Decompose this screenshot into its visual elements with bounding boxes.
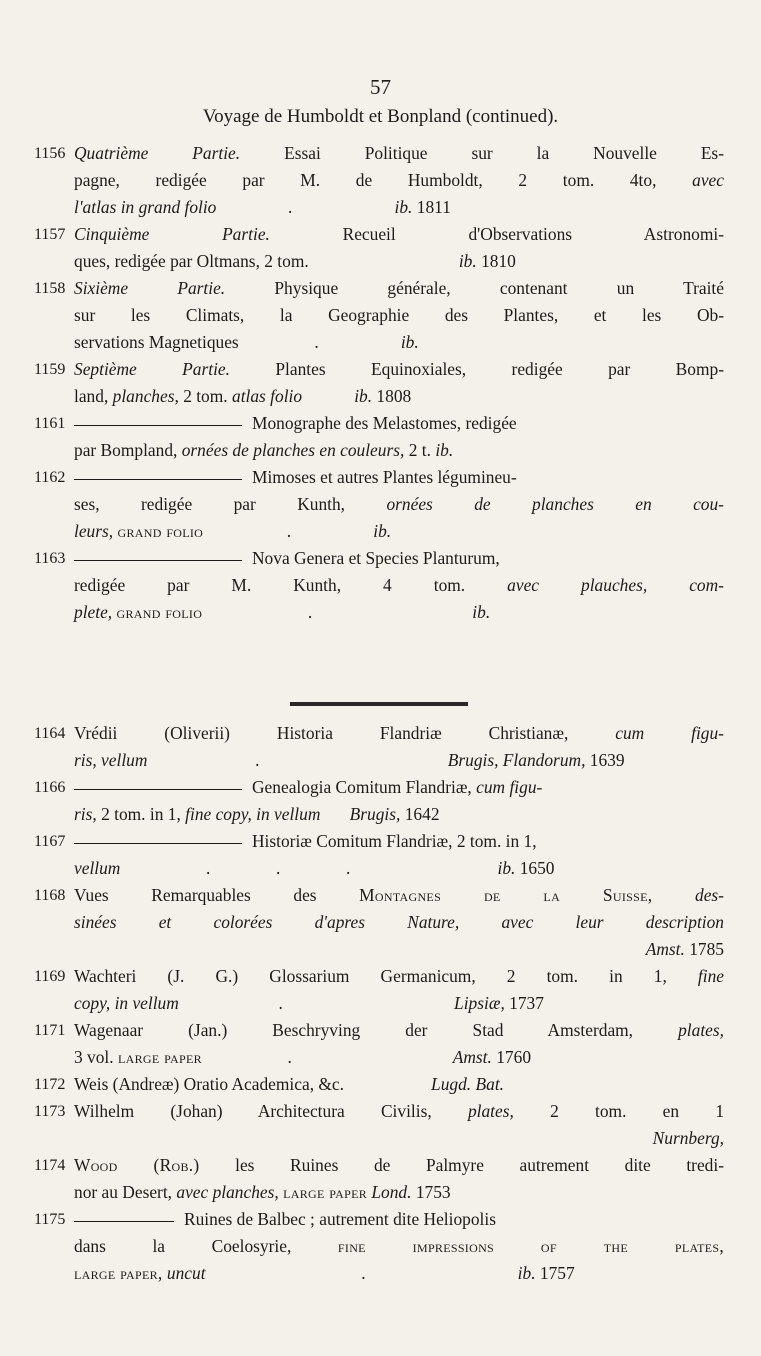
lot-number: 1156 [34,145,66,162]
entry-1174: 1174 Wood (Rob.) les Ruines de Palmyre autrement dite tredi- nor au Desert, avec planches, large paper Lond. 1753 [34,1152,724,1206]
year: 1650 [519,858,555,878]
lot-number: 1159 [34,361,66,378]
lot-number: 1161 [34,415,66,432]
lot-number: 1157 [34,226,66,243]
ditto-rule [74,843,242,844]
lot-number: 1167 [34,833,66,850]
lot-number: 1163 [34,550,66,567]
entry-1175: 1175 Ruines de Balbec ; autrement dite Heliopolis dans la Coelosyrie, fine impressions of the plates, large paper, uncut . ib. 1757 [34,1206,724,1287]
entry-1158: 1158 Sixième Partie. Physique générale, contenant un Traité sur les Climats, la Geographie des Plantes, et les Ob- servations Magnetiques . ib. [34,275,724,356]
entry-1166: 1166 Genealogia Comitum Flandriæ, cum figu- ris, 2 tom. in 1, fine copy, in vellum Brugis, 1642 [34,774,724,828]
year: 1808 [376,386,412,406]
entries-humboldt [34,140,724,626]
entry-1173: 1173 Wilhelm (Johan) Architectura Civilis, plates, 2 tom. en 1 Nurnberg, [34,1098,724,1152]
year: 1760 [496,1047,532,1067]
lot-number: 1175 [34,1211,66,1228]
ditto-rule [74,1221,174,1222]
lot-number: 1166 [34,779,66,796]
year: 1785 [689,939,724,959]
lot-number: 1173 [34,1103,66,1120]
entry-1164: 1164 Vrédii (Oliverii) Historia Flandriæ Christianæ, cum figu- ris, vellum . Brugis, Flandorum, 1639 [34,720,724,774]
entry-1172: 1172 Weis (Andreæ) Oratio Academica, &c. Lugd. Bat. [34,1071,724,1098]
page-number: 57 [370,75,391,99]
year: 1642 [404,804,440,824]
lot-number: 1158 [34,280,66,297]
entry-1161: 1161 Monographe des Melastomes, redigée par Bompland, ornées de planches en couleurs, 2 t. ib. [34,410,724,464]
lot-number: 1171 [34,1022,66,1039]
year: 1757 [539,1263,575,1283]
lot-number: 1168 [34,887,66,904]
part-title: Quatrième Partie. [74,143,241,163]
lot-number: 1164 [34,725,66,742]
ditto-rule [74,789,242,790]
ditto-rule [74,560,242,561]
entry-1169: 1169 Wachteri (J. G.) Glossarium Germanicum, 2 tom. in 1, fine copy, in vellum . Lipsiæ, 1737 [34,963,724,1017]
section-divider [290,702,468,706]
year: 1753 [415,1182,451,1202]
entries-miscellaneous [34,720,724,1287]
lot-number: 1162 [34,469,66,486]
lot-number: 1169 [34,968,66,985]
year: 1810 [481,251,516,271]
entry-1156: 1156 Quatrième Partie. Essai Politique sur la Nouvelle Es- pagne, redigée par M. de Humboldt, 2 tom. 4to, avec l'atlas in grand folio . ib. 1811 [34,140,724,221]
year: 1639 [589,750,625,770]
entry-1168: 1168 Vues Remarquables des Montagnes de la Suisse, des- sinées et colorées d'apres Nature, avec leur description Amst. 1785 [34,882,724,963]
entry-1167: 1167 Historiæ Comitum Flandriæ, 2 tom. in 1, vellum . . . ib. 1650 [34,828,724,882]
entry-1171: 1171 Wagenaar (Jan.) Beschryving der Stad Amsterdam, plates, 3 vol. large paper . Amst. 1760 [34,1017,724,1071]
lot-number: 1172 [34,1076,66,1093]
year: 1811 [416,197,451,217]
entry-1163: 1163 Nova Genera et Species Planturum, redigée par M. Kunth, 4 tom. avec plauches, com- plete, grand folio . ib. [34,545,724,626]
entry-1159: 1159 Septième Partie. Plantes Equinoxiales, redigée par Bomp- land, planches, 2 tom. atlas folio ib. 1808 [34,356,724,410]
year: 1737 [509,993,544,1013]
lot-number: 1174 [34,1157,66,1174]
ditto-rule [74,479,242,480]
ditto-rule [74,425,242,426]
entry-1162: 1162 Mimoses et autres Plantes légumineu- ses, redigée par Kunth, ornées de planches en cou- leurs, grand folio . ib. [34,464,724,545]
running-title: Voyage de Humboldt et Bonpland (continued). [202,106,559,127]
entry-1157: 1157 Cinquième Partie. Recueil d'Observations Astronomi- ques, redigée par Oltmans, 2 tom. ib. 1810 [34,221,724,275]
